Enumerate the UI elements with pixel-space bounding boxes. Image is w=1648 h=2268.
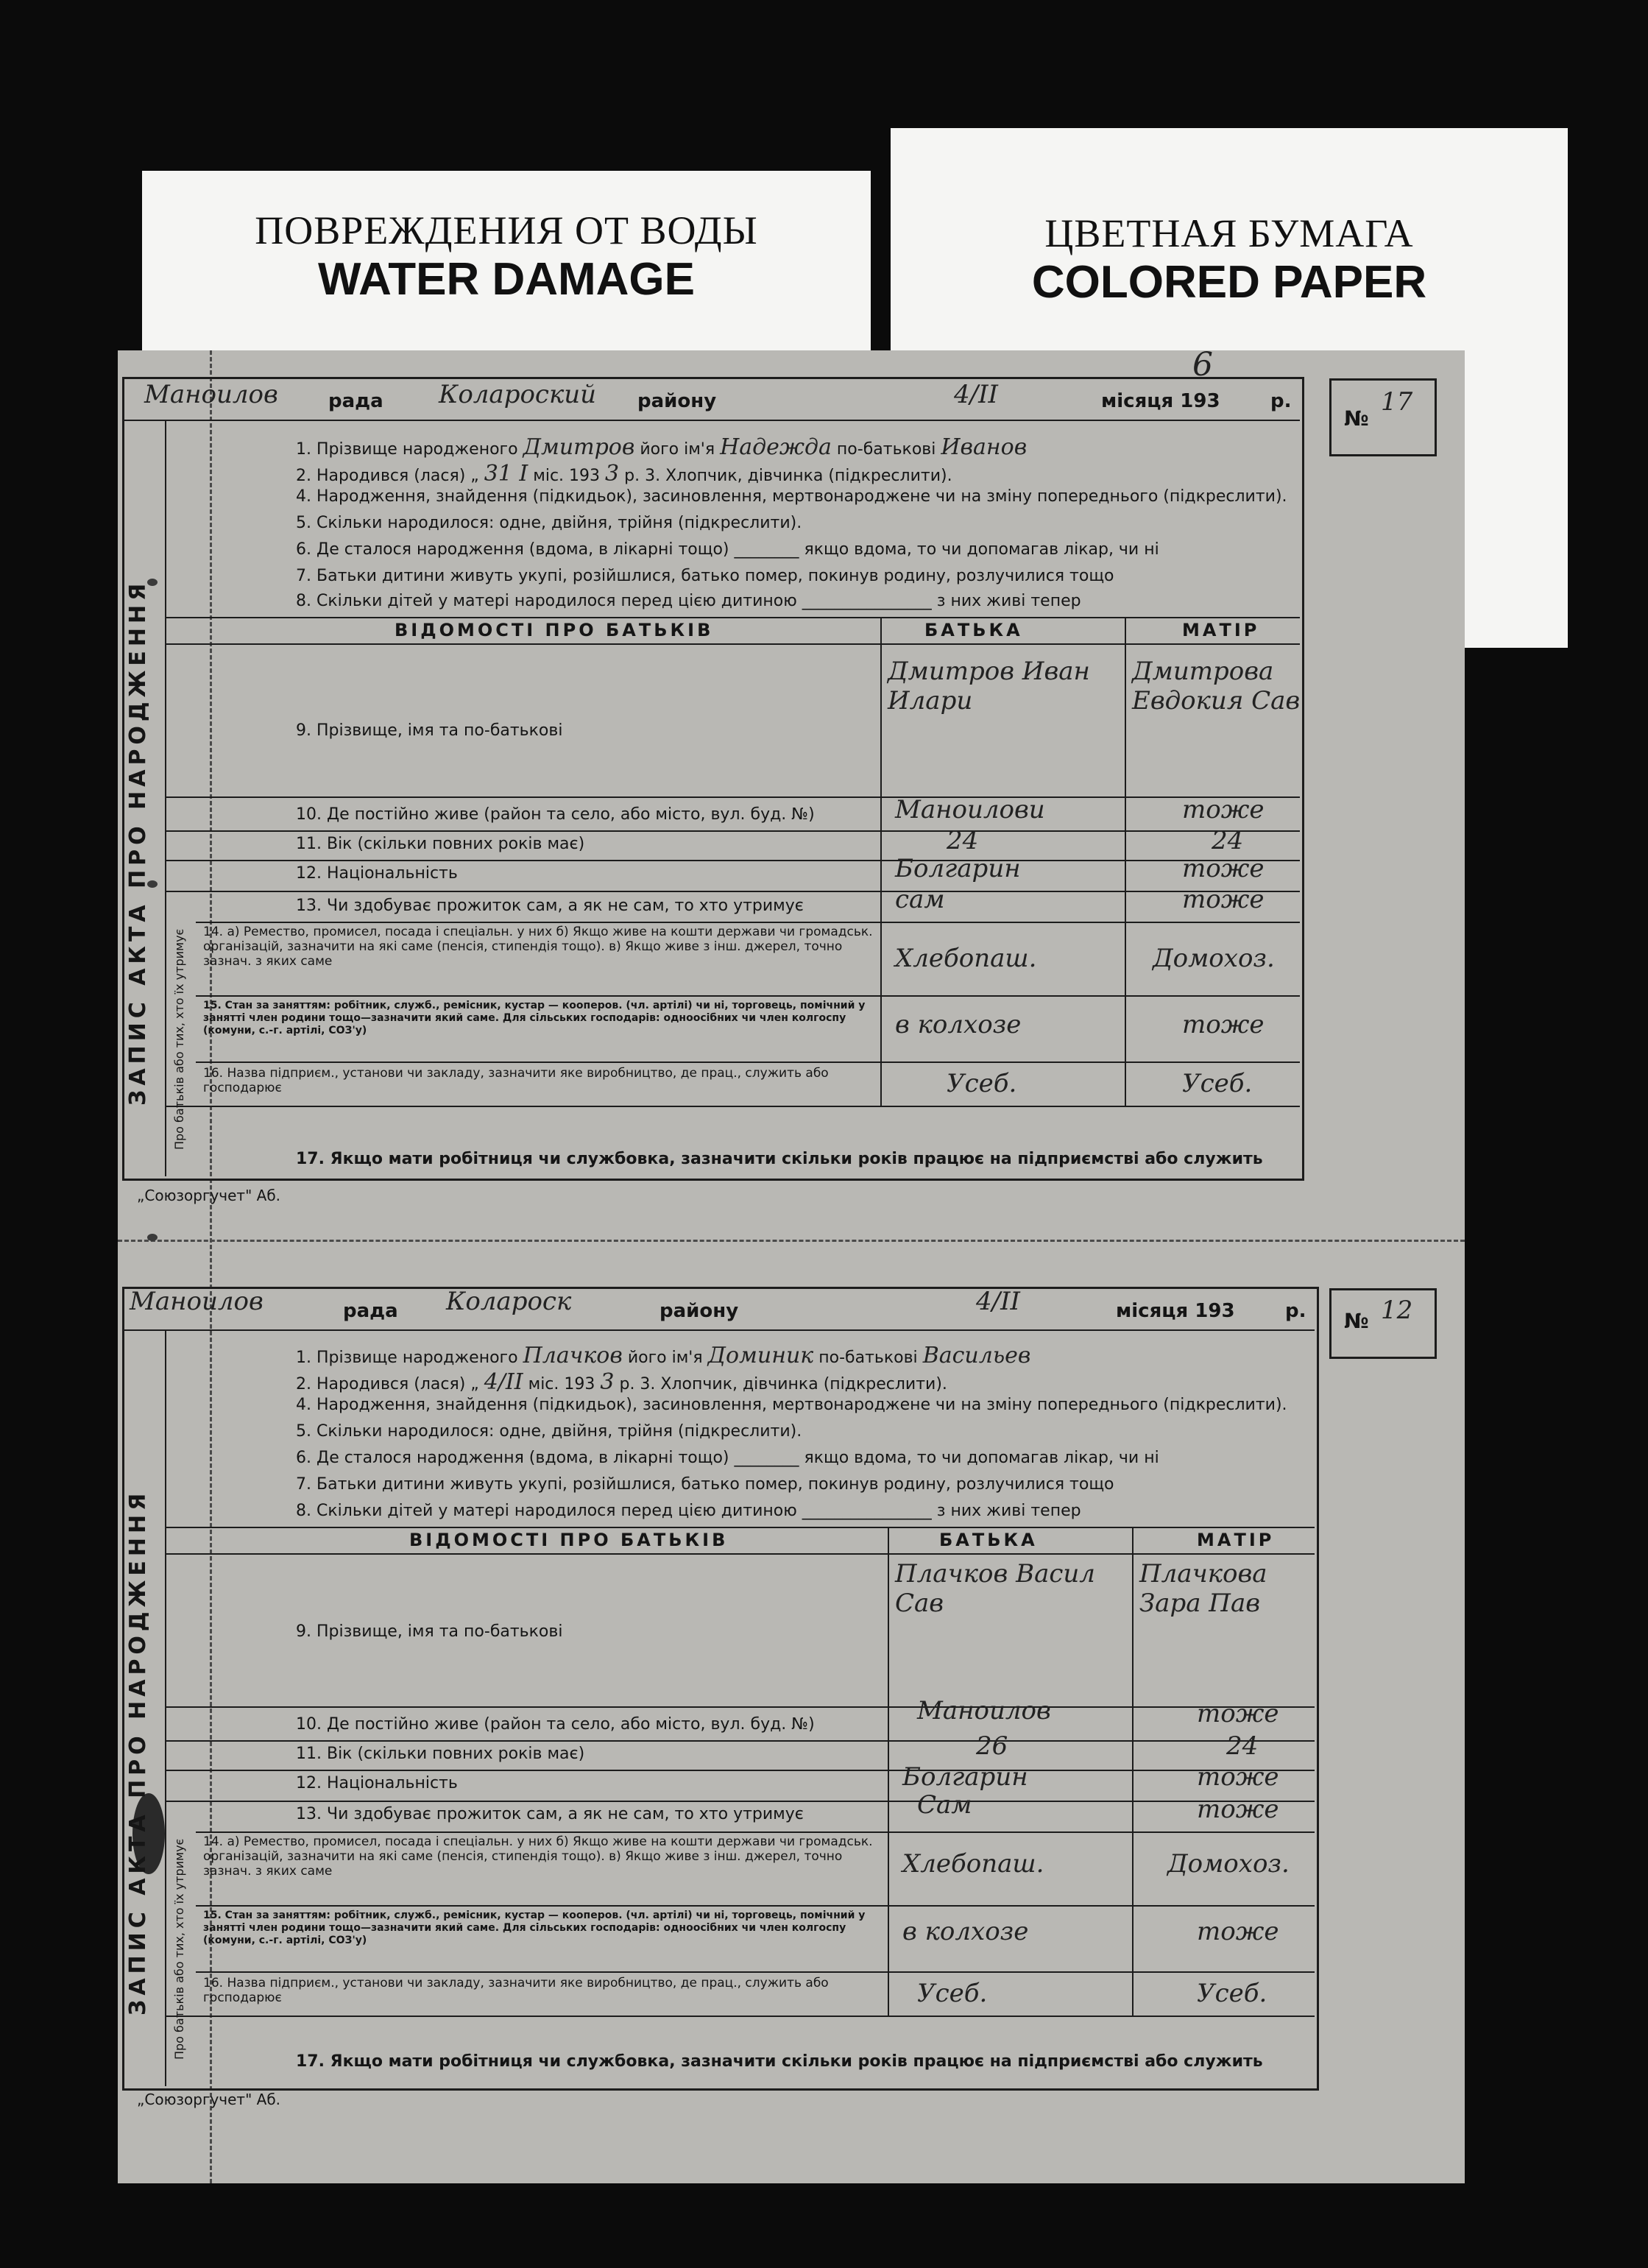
table-header-father: БАТЬКА xyxy=(924,620,1023,640)
row-13-label: 13. Чи здобуває прожиток сам, а як не сам, то хто утримує xyxy=(296,1805,804,1823)
rada-value: Маноилов xyxy=(144,380,278,409)
record-number-label: № xyxy=(1344,1309,1369,1333)
line-6: 6. Де сталося народження (вдома, в лікарні тощо) ________ якщо вдома, то чи допомагав лікар, чи ні xyxy=(296,1449,1159,1467)
row-11-label: 11. Вік (скільки повних років має) xyxy=(296,1745,585,1763)
row-9-label: 9. Прізвище, імя та по-батькові xyxy=(296,1622,563,1641)
row-16-father: Усеб. xyxy=(917,1979,988,2008)
row-13-father: Сам xyxy=(917,1790,972,1820)
row-14-label: 14. а) Ремество, промисел, посада і спеціальн. у них б) Якщо живе на кошти держави чи громадськ. організацій, зазначити на які саме (пенсія, стипендія тощо). в) Якщо живе з інш. джерел, точно зазнач. з яких саме xyxy=(203,1834,873,1879)
day-value: 4/II xyxy=(976,1287,1020,1316)
record-number-value: 17 xyxy=(1381,387,1413,417)
row-15-mother: тоже xyxy=(1182,1010,1265,1039)
rayon-value: Колароский xyxy=(439,380,597,409)
birth-record-form-1 xyxy=(122,377,1413,1204)
line-1: 1. Прізвище народженого Плачков його ім'я Доминик по-батькові Васильев xyxy=(296,1343,1031,1368)
day-value: 4/II xyxy=(954,380,998,409)
side-title: ЗАПИС АКТА ПРО НАРОДЖЕННЯ xyxy=(125,1488,151,2016)
rayon-value: Колароск xyxy=(446,1287,572,1316)
row-11-father: 26 xyxy=(976,1731,1008,1761)
row-12-label: 12. Національність xyxy=(296,864,458,883)
row-16-mother: Усеб. xyxy=(1182,1069,1253,1098)
line-4: 4. Народження, знайдення (підкидьок), засиновлення, мертвонароджене чи на зміну попереднього (підкреслити). xyxy=(296,1396,1287,1414)
record-number-label: № xyxy=(1344,406,1369,431)
line-17: 17. Якщо мати робітниця чи службовка, зазначити скільки років працює на підприємстві або служить xyxy=(296,1150,1263,1168)
line-2: 2. Народився (лася) „ 4/II міс. 193 3 р. 3. Хлопчик, дівчинка (підкреслити). xyxy=(296,1369,947,1395)
row-9-father: Плачков Васил Сав xyxy=(895,1559,1095,1618)
side-title: ЗАПИС АКТА ПРО НАРОДЖЕННЯ xyxy=(125,579,151,1106)
table-header-info: ВІДОМОСТІ ПРО БАТЬКІВ xyxy=(395,620,714,640)
row-16-label: 16. Назва підприєм., установи чи закладу, зазначити яке виробництво, де прац., служить або господарює xyxy=(203,1976,829,2005)
row-13-mother: тоже xyxy=(1182,885,1265,914)
row-9-father: Дмитров Иван Илари xyxy=(888,657,1090,716)
row-9-mother: Дмитрова Евдокия Сав xyxy=(1132,657,1301,716)
printer-footer: „Союзоргучет" Аб. xyxy=(137,1187,281,1204)
line-8: 8. Скільки дітей у матері народилося перед цією дитиною ________________ з них живі тепер xyxy=(296,592,1081,610)
water-damage-en: WATER DAMAGE xyxy=(317,254,696,305)
birth-record-form-2 xyxy=(122,1287,1413,2108)
side-subtitle: Про батьків або тих, хто їх утримує xyxy=(172,1838,186,2060)
water-damage-ru: ПОВРЕЖДЕНИЯ ОТ ВОДЫ xyxy=(255,208,758,252)
row-16-mother: Усеб. xyxy=(1197,1979,1267,2008)
row-12-mother: тоже xyxy=(1182,854,1265,883)
month-label: місяця 193 xyxy=(1116,1300,1235,1322)
row-10-father: Маноилов xyxy=(917,1696,1051,1725)
rada-label: рада xyxy=(328,390,383,412)
punch-hole xyxy=(147,1234,158,1241)
colored-paper-en: COLORED PAPER xyxy=(1031,257,1427,308)
row-14-mother: Домохоз. xyxy=(1153,944,1275,973)
table-header-father: БАТЬКА xyxy=(939,1530,1038,1550)
row-13-label: 13. Чи здобуває прожиток сам, а як не сам, то хто утримує xyxy=(296,897,804,915)
rada-value: Маноилов xyxy=(130,1287,264,1316)
record-number-value: 12 xyxy=(1381,1296,1413,1325)
row-9-mother: Плачкова Зара Пав xyxy=(1139,1559,1267,1618)
row-12-father: Болгарин xyxy=(895,854,1021,883)
line-2: 2. Народився (лася) „ 31 I міс. 193 3 р. 3. Хлопчик, дівчинка (підкреслити). xyxy=(296,461,952,487)
row-11-mother: 24 xyxy=(1212,826,1244,855)
row-11-mother: 24 xyxy=(1226,1731,1259,1761)
row-14-mother: Домохоз. xyxy=(1167,1849,1290,1879)
row-15-father: в колхозе xyxy=(895,1010,1022,1039)
line-6: 6. Де сталося народження (вдома, в лікарні тощо) ________ якщо вдома, то чи допомагав лікар, чи ні xyxy=(296,540,1159,559)
line-1: 1. Прізвище народженого Дмитров його ім'я Надежда по-батькові Иванов xyxy=(296,434,1028,460)
rada-label: рада xyxy=(343,1300,398,1322)
row-9-label: 9. Прізвище, імя та по-батькові xyxy=(296,721,563,740)
row-16-label: 16. Назва підприєм., установи чи закладу, зазначити яке виробництво, де прац., служить або господарює xyxy=(203,1066,829,1095)
row-16-father: Усеб. xyxy=(947,1069,1017,1098)
printer-footer: „Союзоргучет" Аб. xyxy=(137,2091,281,2108)
row-15-mother: тоже xyxy=(1197,1917,1279,1946)
row-13-father: сам xyxy=(895,885,945,914)
table-header-info: ВІДОМОСТІ ПРО БАТЬКІВ xyxy=(409,1530,729,1550)
row-15-label: 15. Стан за заняттям: робітник, служб., ремісник, кустар — кооперов. (чл. артілі) чи ні, торговець, помічний у занятті член родини тощо—зазначити який саме. Для сільських господарів: одноосібних чи член колгоспу (комуни, с.-г. артілі, СОЗ'у) xyxy=(203,1000,866,1036)
line-4: 4. Народження, знайдення (підкидьок), засиновлення, мертвонароджене чи на зміну попереднього (підкреслити). xyxy=(296,487,1287,506)
row-14-father: Хлебопаш. xyxy=(895,944,1037,973)
cut-line xyxy=(118,1240,1465,1242)
colored-paper-ru: ЦВЕТНАЯ БУМАГА xyxy=(1044,211,1414,255)
line-5: 5. Скільки народилося: одне, двійня, трійня (підкреслити). xyxy=(296,1422,802,1441)
line-17: 17. Якщо мати робітниця чи службовка, зазначити скільки років працює на підприємстві або служить xyxy=(296,2052,1263,2071)
row-11-label: 11. Вік (скільки повних років має) xyxy=(296,835,585,853)
row-15-label: 15. Стан за заняттям: робітник, служб., ремісник, кустар — кооперов. (чл. артілі) чи ні, торговець, помічний у занятті член родини тощо—зазначити який саме. Для сільських господарів: одноосібних чи член колгоспу (комуни, с.-г. артілі, СОЗ'у) xyxy=(203,1910,866,1946)
line-7: 7. Батьки дитини живуть укупі, розійшлися, батько помер, покинув родину, розлучилися тощо xyxy=(296,567,1114,585)
row-14-label: 14. а) Ремество, промисел, посада і спеціальн. у них б) Якщо живе на кошти держави чи громадськ. організацій, зазначити на які саме (пенсія, стипендія тощо). в) Якщо живе з інш. джерел, точно зазнач. з яких саме xyxy=(203,925,873,969)
row-12-mother: тоже xyxy=(1197,1762,1279,1792)
row-14-father: Хлебопаш. xyxy=(902,1849,1044,1879)
row-10-label: 10. Де постійно живе (район та село, або місто, вул. буд. №) xyxy=(296,1715,815,1734)
month-label: місяця 193 xyxy=(1101,390,1220,412)
row-12-label: 12. Національність xyxy=(296,1774,458,1792)
line-7: 7. Батьки дитини живуть укупі, розійшлися, батько помер, покинув родину, розлучилися тощо xyxy=(296,1475,1114,1494)
row-13-mother: тоже xyxy=(1197,1795,1279,1824)
table-header-mother: МАТІР xyxy=(1182,620,1260,640)
table-header-mother: МАТІР xyxy=(1197,1530,1275,1550)
row-12-father: Болгарин xyxy=(902,1762,1028,1792)
row-11-father: 24 xyxy=(947,826,979,855)
row-10-father: Маноилови xyxy=(895,795,1045,824)
page-mark: 6 xyxy=(1192,350,1213,384)
line-5: 5. Скільки народилося: одне, двійня, трійня (підкреслити). xyxy=(296,514,802,532)
row-15-father: в колхозе xyxy=(902,1917,1029,1946)
row-10-mother: тоже xyxy=(1197,1699,1279,1728)
row-10-label: 10. Де постійно живе (район та село, або місто, вул. буд. №) xyxy=(296,805,815,824)
line-8: 8. Скільки дітей у матері народилося перед цією дитиною ________________ з них живі тепер xyxy=(296,1502,1081,1520)
row-10-mother: тоже xyxy=(1182,795,1265,824)
year-suffix: р. xyxy=(1285,1300,1306,1322)
rayon-label: району xyxy=(659,1300,739,1322)
year-suffix: р. xyxy=(1270,390,1292,412)
side-subtitle: Про батьків або тих, хто їх утримує xyxy=(172,928,186,1150)
rayon-label: району xyxy=(637,390,717,412)
